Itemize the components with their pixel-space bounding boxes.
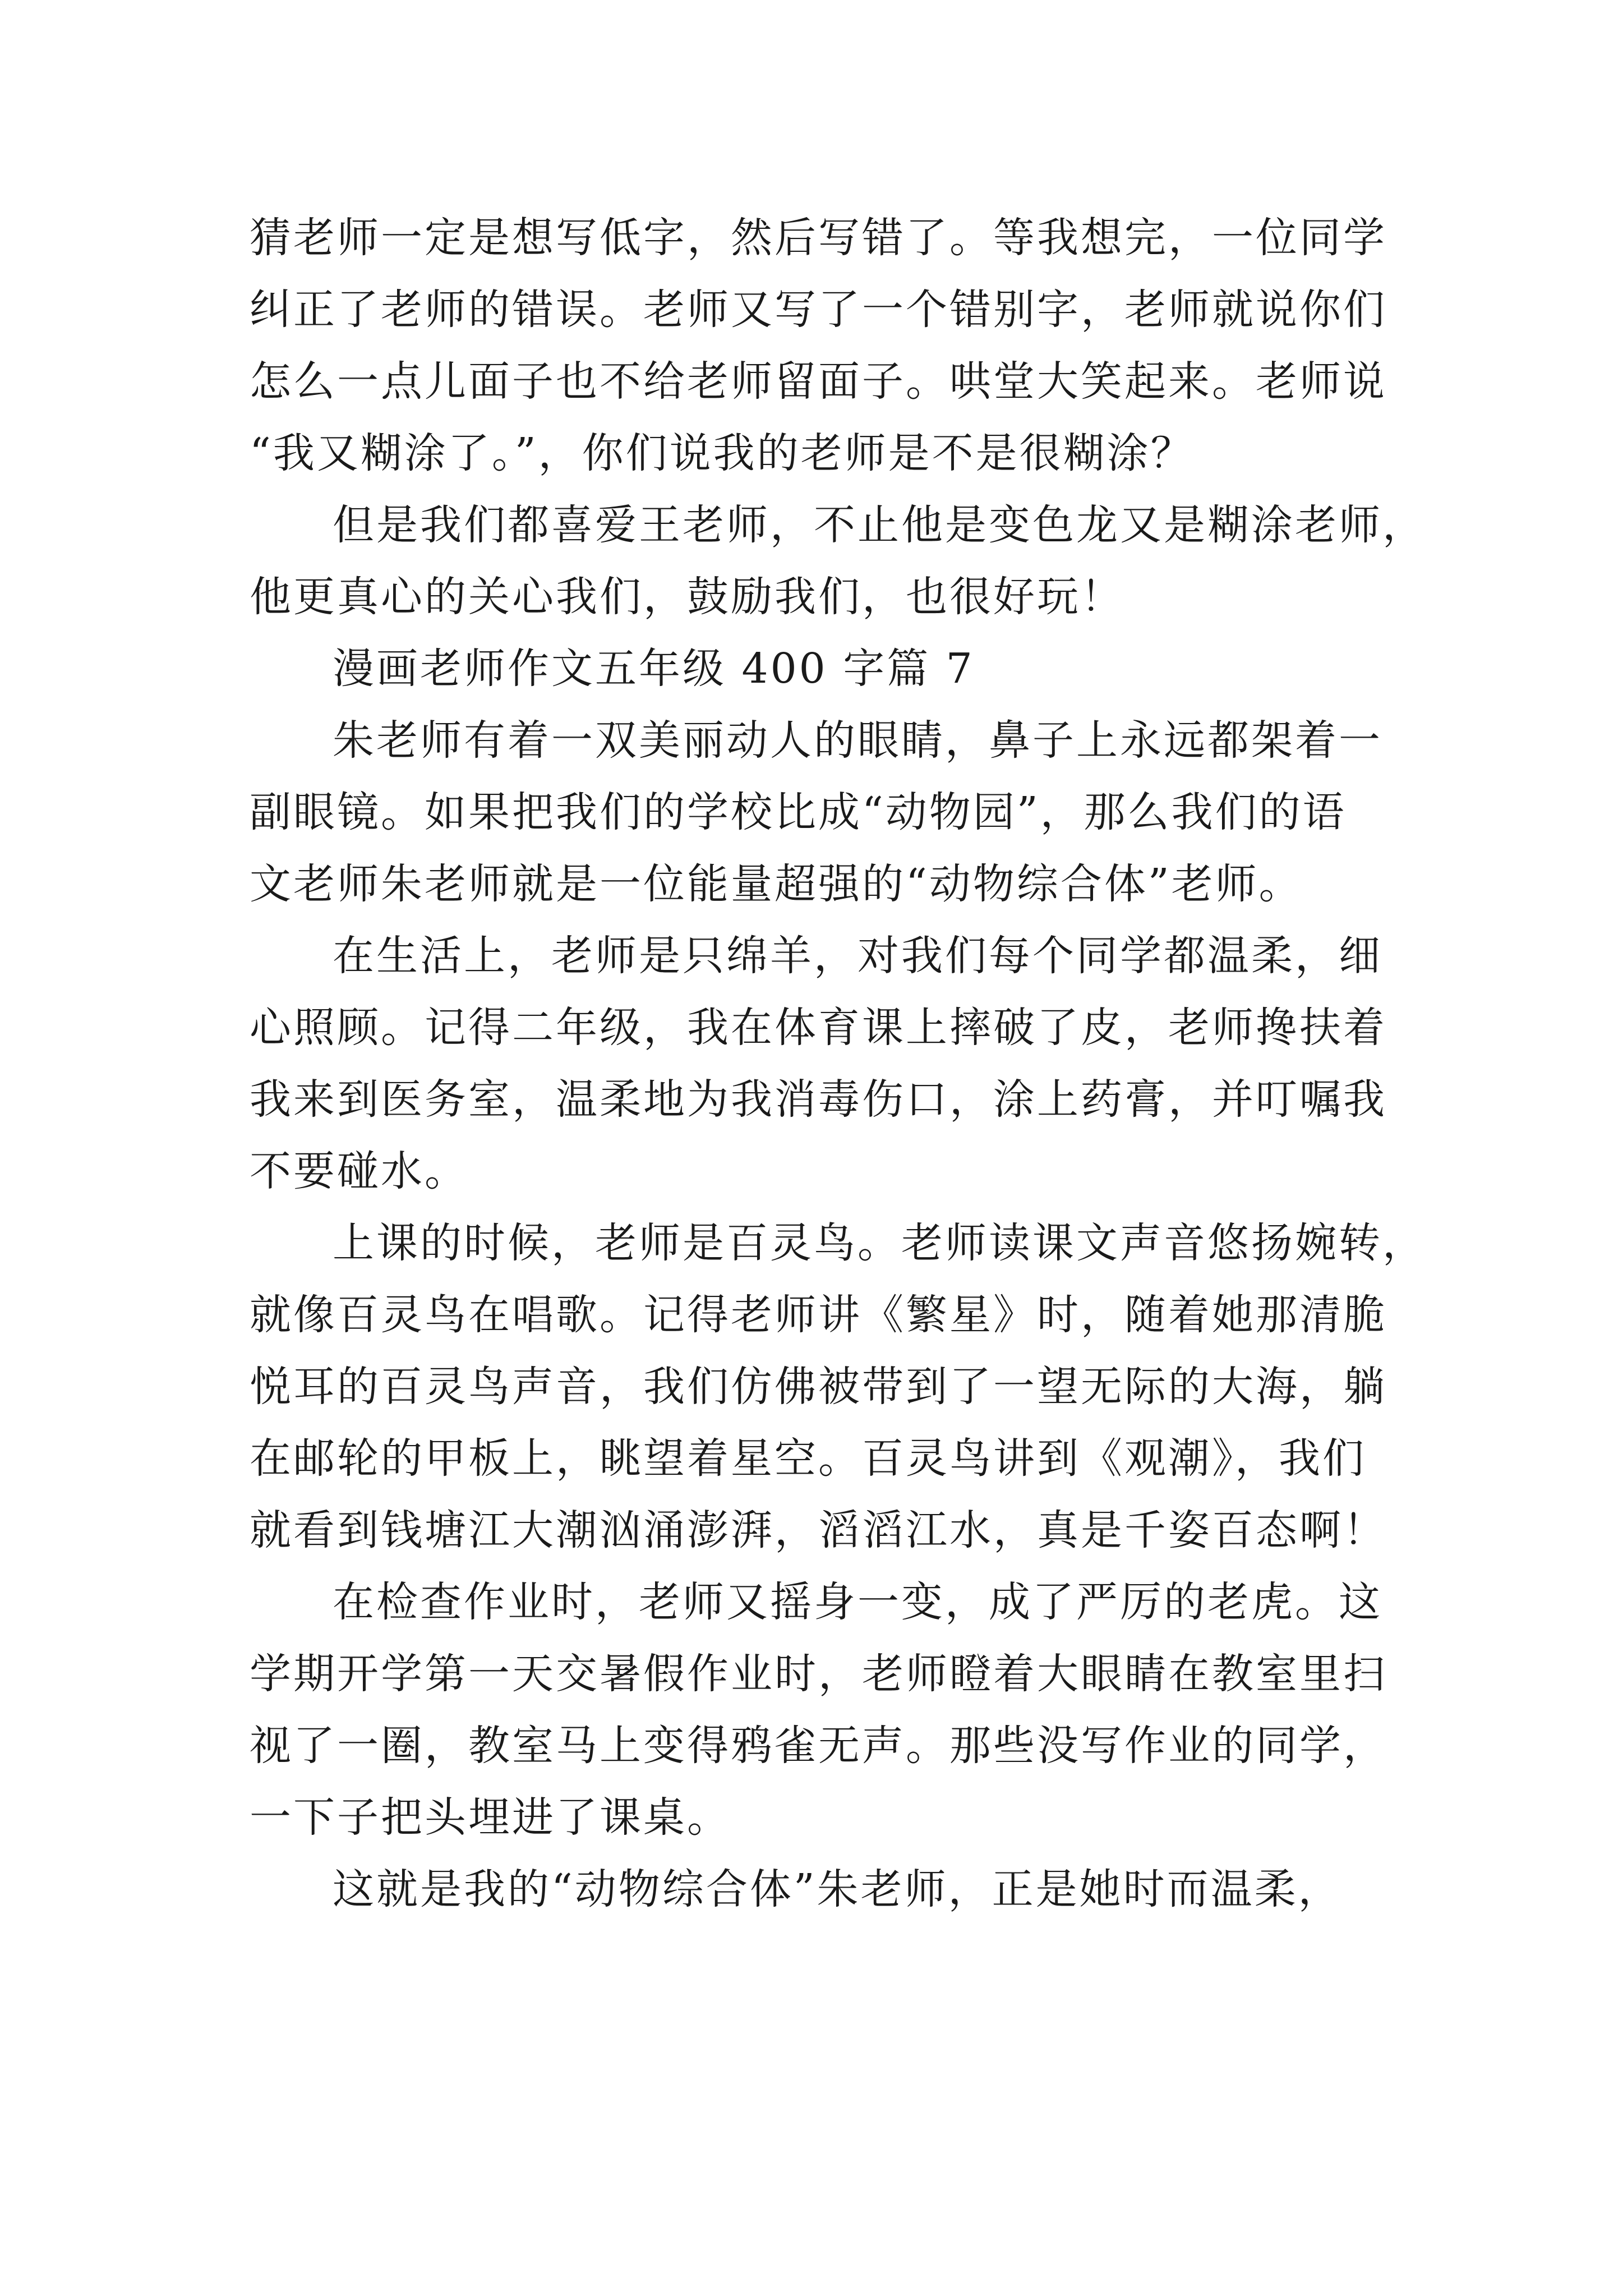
text-line-14: 不要碰水。 <box>250 1147 468 1195</box>
text-line-8: 朱老师有着一双美丽动人的眼睛，鼻子上永远都架着一 <box>333 716 1382 765</box>
text-line-17: 悦耳的百灵鸟声音，我们仿佛被带到了一望无际的大海，躺 <box>250 1363 1387 1411</box>
text-line-24: 这就是我的“动物综合体”朱老师，正是她时而温柔， <box>333 1865 1342 1913</box>
text-line-16: 就像百灵鸟在唱歌。记得老师讲《繁星》时，随着她那清脆 <box>250 1291 1387 1339</box>
text-line-19: 就看到钱塘江大潮汹涌澎湃，滔滔江水，真是千姿百态啊！ <box>250 1506 1387 1554</box>
text-line-11: 在生活上，老师是只绵羊，对我们每个同学都温柔，细 <box>333 932 1382 980</box>
text-line-4: “我又糊涂了。”，你们说我的老师是不是很糊涂？ <box>250 429 1195 477</box>
text-line-20: 在检查作业时，老师又摇身一变，成了严厉的老虎。这 <box>333 1578 1382 1626</box>
essay-body <box>250 202 1426 1925</box>
text-line-6: 他更真心的关心我们，鼓励我们，也很好玩！ <box>250 573 1124 621</box>
text-line-10: 文老师朱老师就是一位能量超强的“动物综合体”老师。 <box>250 860 1303 908</box>
text-line-12: 心照顾。记得二年级，我在体育课上摔破了皮，老师搀扶着 <box>250 1004 1387 1052</box>
text-line-1: 猜老师一定是想写低字，然后写错了。等我想完，一位同学 <box>250 214 1387 262</box>
text-line-2: 纠正了老师的错误。老师又写了一个错别字，老师就说你们 <box>250 286 1387 334</box>
text-line-23: 一下子把头埋进了课桌。 <box>250 1793 731 1842</box>
text-line-18: 在邮轮的甲板上，眺望着星空。百灵鸟讲到《观潮》，我们 <box>250 1434 1366 1483</box>
text-line-22: 视了一圈，教室马上变得鸦雀无声。那些没写作业的同学， <box>250 1722 1387 1770</box>
text-line-5: 但是我们都喜爱王老师，不止他是变色龙又是糊涂老师， <box>333 501 1426 549</box>
section-heading: 漫画老师作文五年级 400 字篇 7 <box>333 645 975 693</box>
text-line-9: 副眼镜。如果把我们的学校比成“动物园”，那么我们的语 <box>250 788 1347 836</box>
text-line-21: 学期开学第一天交暑假作业时，老师瞪着大眼睛在教室里扫 <box>250 1650 1387 1698</box>
text-line-15: 上课的时候，老师是百灵鸟。老师读课文声音悠扬婉转， <box>333 1219 1426 1267</box>
text-line-13: 我来到医务室，温柔地为我消毒伤口，涂上药膏，并叮嘱我 <box>250 1075 1387 1124</box>
text-line-3: 怎么一点儿面子也不给老师留面子。哄堂大笑起来。老师说 <box>250 357 1387 406</box>
